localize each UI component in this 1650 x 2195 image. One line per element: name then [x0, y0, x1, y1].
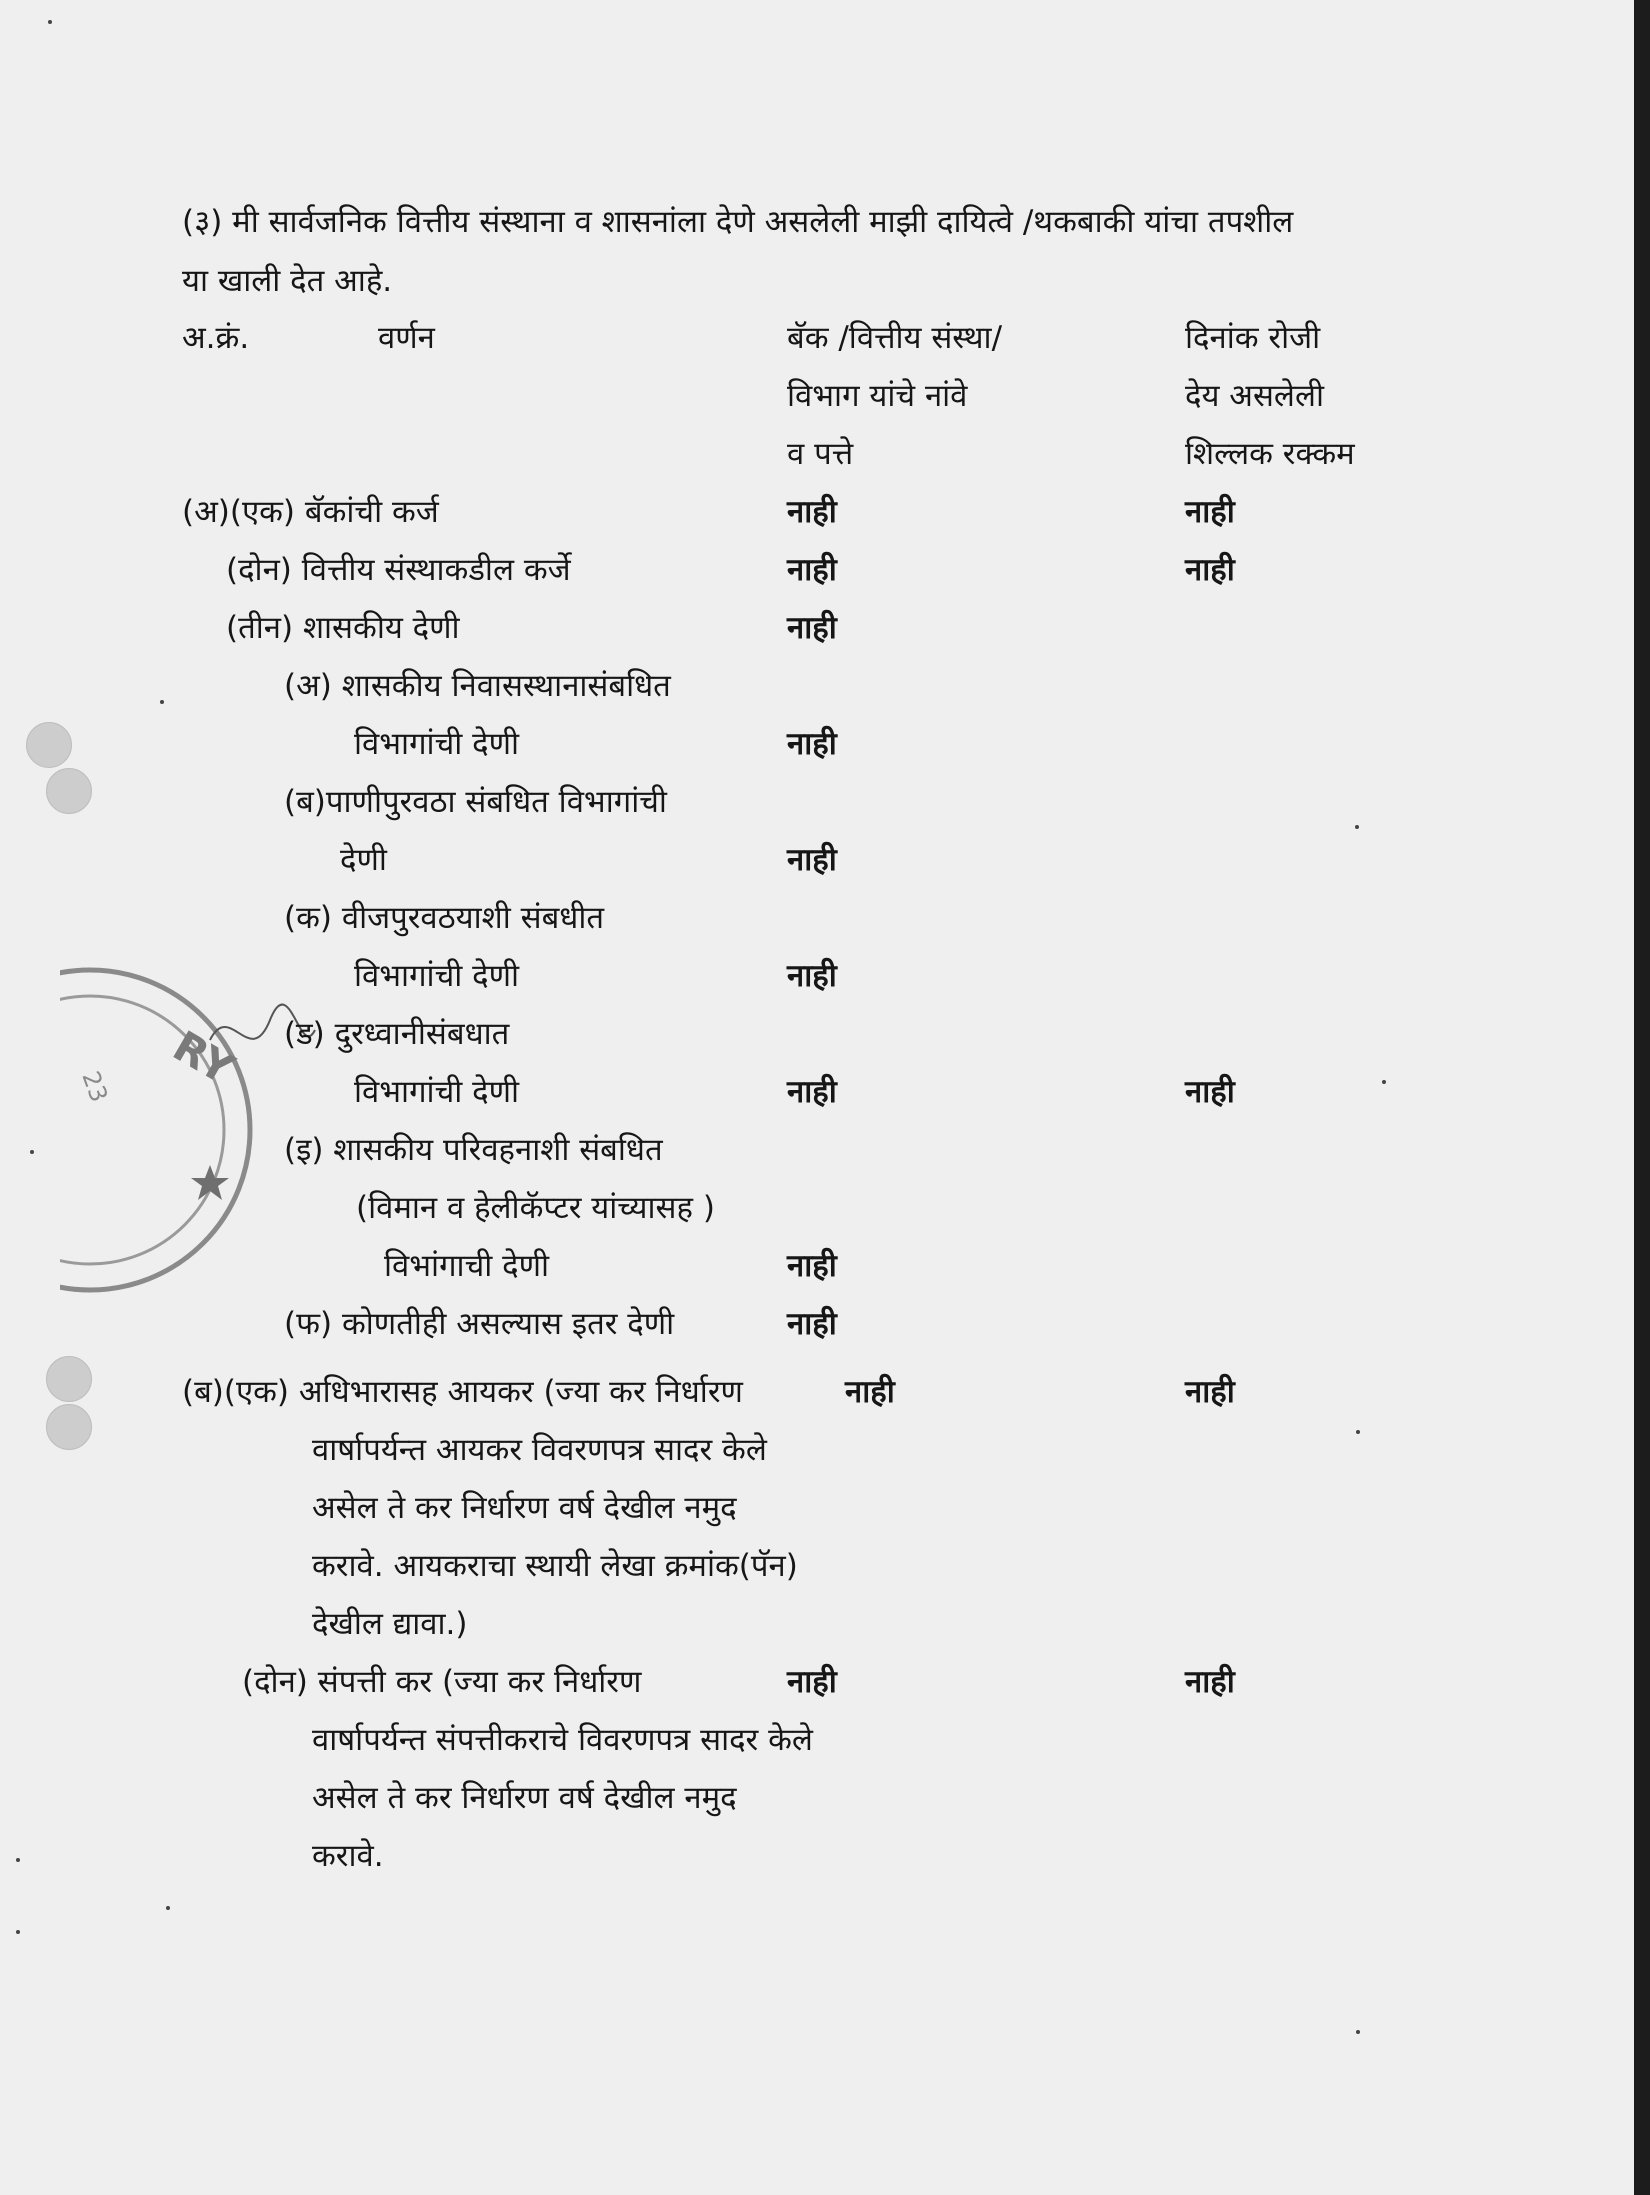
- row-label: असेल ते कर निर्धारण वर्ष देखील नमुद: [312, 1780, 737, 1816]
- header-bank-line-2: विभाग यांचे नांवे: [787, 378, 968, 414]
- row-bank-value: नाही: [787, 552, 837, 588]
- row-bank-value: नाही: [787, 726, 837, 762]
- row-bank-value: नाही: [787, 958, 837, 994]
- row-bank-value: नाही: [787, 1248, 837, 1284]
- row-label: करावे. आयकराचा स्थायी लेखा क्रमांक(पॅन): [312, 1548, 798, 1584]
- row-bank-value: नाही: [787, 1306, 837, 1342]
- row-label: देणी: [340, 842, 387, 878]
- scan-speck: [16, 1858, 20, 1862]
- row-label: देखील द्यावा.): [312, 1606, 468, 1642]
- row-bank-value: नाही: [787, 1664, 837, 1700]
- punch-hole: [46, 1404, 92, 1450]
- scan-speck: [1355, 825, 1359, 829]
- header-bank-line-3: व पत्ते: [787, 436, 854, 472]
- row-label: (दोन) वित्तीय संस्थाकडील कर्जे: [226, 552, 571, 588]
- row-label: (क) वीजपुरवठयाशी संबधीत: [284, 900, 605, 936]
- row-label: (इ) शासकीय परिवहनाशी संबधित: [284, 1132, 663, 1168]
- row-label: (फ) कोणतीही असल्यास इतर देणी: [284, 1306, 675, 1342]
- row-bank-value: नाही: [787, 494, 837, 530]
- punch-hole: [26, 722, 72, 768]
- row-label: विभागांची देणी: [354, 1074, 520, 1110]
- header-serial: अ.क्रं.: [182, 320, 250, 356]
- scan-speck: [48, 20, 52, 24]
- scan-dark-edge: [1634, 0, 1650, 2195]
- scan-speck: [1356, 1430, 1360, 1434]
- row-amount-value: नाही: [1185, 1374, 1235, 1410]
- scan-speck: [16, 1930, 20, 1934]
- intro-line-2: या खाली देत आहे.: [182, 263, 393, 299]
- row-label: (दोन) संपत्ती कर (ज्या कर निर्धारण: [242, 1664, 642, 1700]
- official-seal-stamp: [60, 960, 320, 1300]
- row-label: (ब)पाणीपुरवठा संबधित विभागांची: [284, 784, 667, 820]
- row-label: वार्षापर्यन्त आयकर विवरणपत्र सादर केले: [312, 1432, 767, 1468]
- header-bank-line-1: बॅक /वित्तीय संस्था/: [787, 320, 1003, 356]
- row-label: (विमान व हेलीकॅप्टर यांच्यासह ): [356, 1190, 715, 1226]
- header-amount-line-2: देय असलेली: [1185, 378, 1324, 414]
- row-amount-value: नाही: [1185, 1664, 1235, 1700]
- seal-graphic: [60, 960, 320, 1300]
- row-label: (ब)(एक) अधिभारासह आयकर (ज्या कर निर्धारण: [182, 1374, 743, 1410]
- row-label: वार्षापर्यन्त संपत्तीकराचे विवरणपत्र सादर केले: [312, 1722, 813, 1758]
- header-amount-line-1: दिनांक रोजी: [1185, 320, 1321, 356]
- row-amount-value: नाही: [1185, 494, 1235, 530]
- scan-speck: [160, 700, 164, 704]
- scan-speck: [1382, 1080, 1386, 1084]
- seal-digits: 23: [76, 1067, 114, 1106]
- row-amount-value: नाही: [1185, 1074, 1235, 1110]
- scan-speck: [1356, 2030, 1360, 2034]
- punch-hole: [46, 768, 92, 814]
- scan-speck: [30, 1150, 34, 1154]
- row-label: (तीन) शासकीय देणी: [226, 610, 460, 646]
- row-label: (अ)(एक) बॅकांची कर्ज: [182, 494, 439, 530]
- row-label: विभागांची देणी: [354, 726, 520, 762]
- star-icon: [191, 1165, 229, 1200]
- row-bank-value: नाही: [787, 1074, 837, 1110]
- header-description: वर्णन: [378, 320, 435, 356]
- row-label: करावे.: [312, 1838, 384, 1874]
- seal-text: RY: [165, 1021, 242, 1094]
- row-bank-value: नाही: [787, 842, 837, 878]
- scan-speck: [166, 1906, 170, 1910]
- row-label: (अ) शासकीय निवासस्थानासंबधित: [284, 668, 671, 704]
- header-amount-line-3: शिल्लक रक्कम: [1185, 436, 1355, 472]
- row-label: विभागांची देणी: [354, 958, 520, 994]
- intro-line-1: (३) मी सार्वजनिक वित्तीय संस्थाना व शासनांला देणे असलेली माझी दायित्वे /थकबाकी यांचा तपशील: [182, 204, 1294, 240]
- row-bank-value: नाही: [845, 1374, 895, 1410]
- row-bank-value: नाही: [787, 610, 837, 646]
- row-amount-value: नाही: [1185, 552, 1235, 588]
- row-label: (ड) दुरध्वानीसंबधात: [284, 1016, 510, 1052]
- row-label: विभांगाची देणी: [384, 1248, 550, 1284]
- row-label: असेल ते कर निर्धारण वर्ष देखील नमुद: [312, 1490, 737, 1526]
- punch-hole: [46, 1356, 92, 1402]
